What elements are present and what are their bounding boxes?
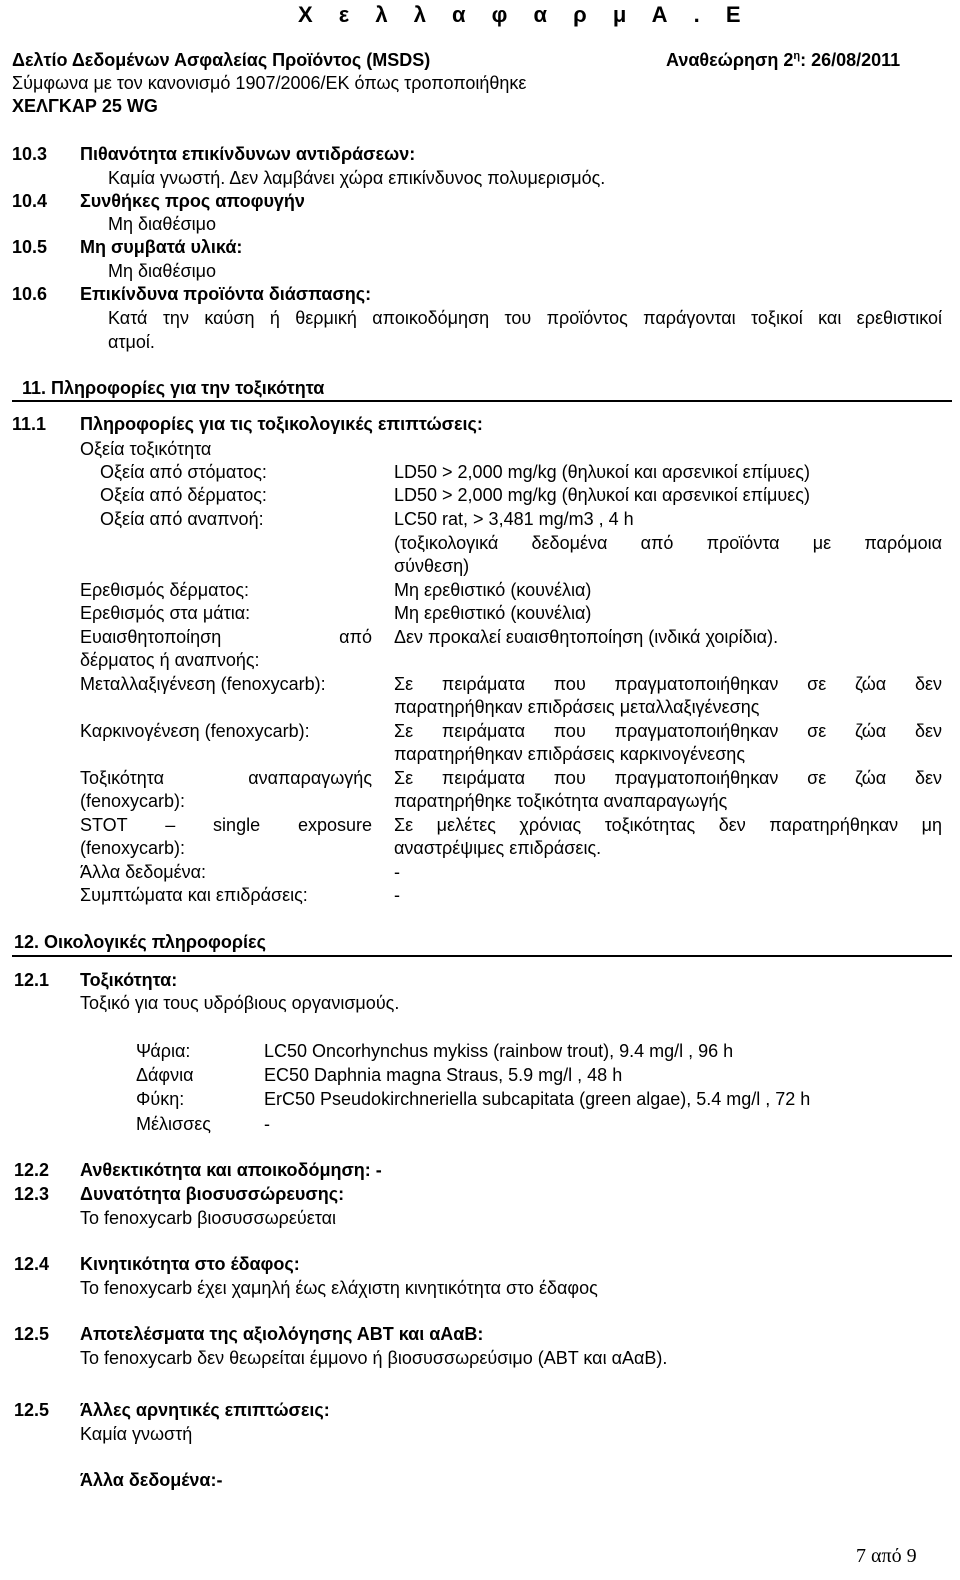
s12-1-title: Τοξικότητα: bbox=[80, 970, 178, 990]
stot-value-line1: Σε μελέτες χρόνιας τοξικότητας δεν παρατηρήθηκαν μη bbox=[394, 815, 942, 835]
s10-4-title: Συνθήκες προς αποφυγήν bbox=[80, 191, 305, 211]
s10-5-value: Μη διαθέσιμο bbox=[108, 261, 216, 281]
s10-4-num: 10.4 bbox=[12, 191, 48, 211]
eye-irritation-value: Μη ερεθιστικό (κουνέλια) bbox=[394, 603, 592, 623]
eye-irritation-label: Ερεθισμός στα μάτια: bbox=[80, 603, 251, 623]
symptoms-value: - bbox=[394, 885, 400, 905]
s12-2-title: Ανθεκτικότητα και αποικοδόμηση: - bbox=[80, 1160, 382, 1180]
sensitization-label-line1: Ευαισθητοποίηση από bbox=[80, 627, 372, 647]
s12-title: 12. Οικολογικές πληροφορίες bbox=[14, 932, 266, 952]
revision-sup: η bbox=[793, 50, 801, 62]
algae-value: ErC50 Pseudokirchneriella subcapitata (green algae), 5.4 mg/l , 72 h bbox=[264, 1089, 811, 1109]
s11-title: 11. Πληροφορίες για την τοξικότητα bbox=[22, 378, 325, 398]
revision bbox=[666, 50, 900, 72]
s10-6-title: Επικίνδυνα προϊόντα διάσπασης: bbox=[80, 284, 372, 304]
revision-prefix: Αναθεώρηση 2 bbox=[666, 50, 794, 70]
acute-toxicity-heading: Οξεία τοξικότητα bbox=[80, 439, 212, 459]
other-data-heading: Άλλα δεδομένα:- bbox=[80, 1470, 223, 1490]
s12-2-num: 12.2 bbox=[14, 1160, 50, 1180]
s10-6-value-line1: Κατά την καύση ή θερμική αποικοδόμηση του προϊόντος παράγονται τοξικοί και ερεθιστικοί bbox=[108, 308, 942, 328]
s11-rule bbox=[12, 400, 952, 402]
carcinogenicity-value-line1: Σε πειράματα που πραγματοποιήθηκαν σε ζώα δεν bbox=[394, 721, 942, 741]
other-data-label: Άλλα δεδομένα: bbox=[80, 862, 207, 882]
reproductive-value-line2: παρατηρήθηκε τοξικότητα αναπαραγωγής bbox=[394, 791, 728, 811]
sensitization-label-line2: δέρματος ή αναπνοής: bbox=[80, 650, 260, 670]
regulation-line: Σύμφωνα με τον κανονισμό 1907/2006/ΕΚ όπως τροποποιήθηκε bbox=[12, 73, 527, 93]
stot-label-line2: (fenoxycarb): bbox=[80, 838, 186, 858]
s12-6-num: 12.5 bbox=[14, 1400, 50, 1420]
skin-irritation-value: Μη ερεθιστικό (κουνέλια) bbox=[394, 580, 592, 600]
oral-value: LD50 > 2,000 mg/kg (θηλυκοί και αρσενικοί επίμυες) bbox=[394, 462, 810, 482]
reproductive-value-line1: Σε πειράματα που πραγματοποιήθηκαν σε ζώα δεν bbox=[394, 768, 942, 788]
other-data-value: - bbox=[394, 862, 400, 882]
s10-5-num: 10.5 bbox=[12, 237, 48, 257]
s10-5-title: Μη συμβατά υλικά: bbox=[80, 237, 243, 257]
mutagenicity-value-line1: Σε πειράματα που πραγματοποιήθηκαν σε ζώα δεν bbox=[394, 674, 942, 694]
s10-3-value: Καμία γνωστή. Δεν λαμβάνει χώρα επικίνδυνος πολυμερισμός. bbox=[108, 168, 606, 188]
inhalation-label: Οξεία από αναπνοή: bbox=[100, 509, 264, 529]
dermal-value: LD50 > 2,000 mg/kg (θηλυκοί και αρσενικοί επίμυες) bbox=[394, 485, 810, 505]
fish-label: Ψάρια: bbox=[136, 1041, 191, 1061]
s10-3-num: 10.3 bbox=[12, 144, 48, 164]
s12-3-value: Το fenoxycarb βιοσυσσωρεύεται bbox=[80, 1208, 337, 1228]
reproductive-label-line1: Τοξικότητα αναπαραγωγής bbox=[80, 768, 372, 788]
stot-label-line1: STOT – single exposure bbox=[80, 815, 372, 835]
s12-1-value: Τοξικό για τους υδρόβιους οργανισμούς. bbox=[80, 993, 400, 1013]
carcinogenicity-value-line2: παρατηρήθηκαν επιδράσεις καρκινογένεσης bbox=[394, 744, 745, 764]
s10-4-value: Μη διαθέσιμο bbox=[108, 214, 216, 234]
bees-label: Μέλισσες bbox=[136, 1114, 211, 1134]
s11-1-num: 11.1 bbox=[12, 414, 47, 434]
s12-5-num: 12.5 bbox=[14, 1324, 50, 1344]
page-number: 7 από 9 bbox=[856, 1545, 917, 1567]
mutagenicity-value-line2: παρατηρήθηκαν επιδράσεις μεταλλαξιγένεσης bbox=[394, 697, 760, 717]
s12-1-num: 12.1 bbox=[14, 970, 50, 990]
fish-value: LC50 Oncorhynchus mykiss (rainbow trout), 9.4 mg/l , 96 h bbox=[264, 1041, 734, 1061]
inhalation-note-line1: (τοξικολογικά δεδομένα από προϊόντα με παρόμοια bbox=[394, 533, 942, 553]
s12-5-value: Το fenoxycarb δεν θεωρείται έμμονο ή βιοσυσσωρεύσιμο (ΑΒΤ και αΑαΒ). bbox=[80, 1348, 668, 1368]
stot-value-line2: αναστρέψιμες επιδράσεις. bbox=[394, 838, 602, 858]
s12-3-num: 12.3 bbox=[14, 1184, 50, 1204]
s10-6-num: 10.6 bbox=[12, 284, 48, 304]
mutagenicity-label: Μεταλλαξιγένεση (fenoxycarb): bbox=[80, 674, 326, 694]
inhalation-note-line2: σύνθεση) bbox=[394, 556, 470, 576]
s12-6-title: Άλλες αρνητικές επιπτώσεις: bbox=[80, 1400, 330, 1420]
sensitization-value: Δεν προκαλεί ευαισθητοποίηση (ινδικά χοιρίδια). bbox=[394, 627, 779, 647]
s12-4-title: Κινητικότητα στο έδαφος: bbox=[80, 1254, 300, 1274]
reproductive-label-line2: (fenoxycarb): bbox=[80, 791, 186, 811]
s10-3-title: Πιθανότητα επικίνδυνων αντιδράσεων: bbox=[80, 144, 416, 164]
dermal-label: Οξεία από δέρματος: bbox=[100, 485, 267, 505]
s12-6-value: Καμία γνωστή bbox=[80, 1424, 193, 1444]
s12-4-num: 12.4 bbox=[14, 1254, 50, 1274]
daphnia-label: Δάφνια bbox=[136, 1065, 194, 1085]
revision-date: : 26/08/2011 bbox=[800, 50, 901, 70]
skin-irritation-label: Ερεθισμός δέρματος: bbox=[80, 580, 250, 600]
oral-label: Οξεία από στόματος: bbox=[100, 462, 267, 482]
daphnia-value: EC50 Daphnia magna Straus, 5.9 mg/l , 48 h bbox=[264, 1065, 623, 1085]
bees-value: - bbox=[264, 1114, 270, 1134]
algae-label: Φύκη: bbox=[136, 1089, 185, 1109]
company-name: Χ ε λ λ α φ α ρ μ Α . Ε bbox=[298, 2, 751, 27]
s12-3-title: Δυνατότητα βιοσυσσώρευσης: bbox=[80, 1184, 345, 1204]
carcinogenicity-label: Καρκινογένεση (fenoxycarb): bbox=[80, 721, 310, 741]
inhalation-value: LC50 rat, > 3,481 mg/m3 , 4 h bbox=[394, 509, 634, 529]
s10-6-value-line2: ατμοί. bbox=[108, 332, 155, 352]
s12-rule bbox=[12, 955, 952, 957]
s11-1-title: Πληροφορίες για τις τοξικολογικές επιπτώσεις: bbox=[80, 414, 483, 434]
s12-5-title: Αποτελέσματα της αξιολόγησης ΑΒΤ και αΑαΒ: bbox=[80, 1324, 484, 1344]
s12-4-value: Το fenoxycarb έχει χαμηλή έως ελάχιστη κινητικότητα στο έδαφος bbox=[80, 1278, 598, 1298]
symptoms-label: Συμπτώματα και επιδράσεις: bbox=[80, 885, 308, 905]
document-title: Δελτίο Δεδομένων Ασφαλείας Προϊόντος (MSDS) bbox=[12, 50, 431, 70]
product-name: ΧΕΛΓΚΑΡ 25 WG bbox=[12, 96, 158, 116]
